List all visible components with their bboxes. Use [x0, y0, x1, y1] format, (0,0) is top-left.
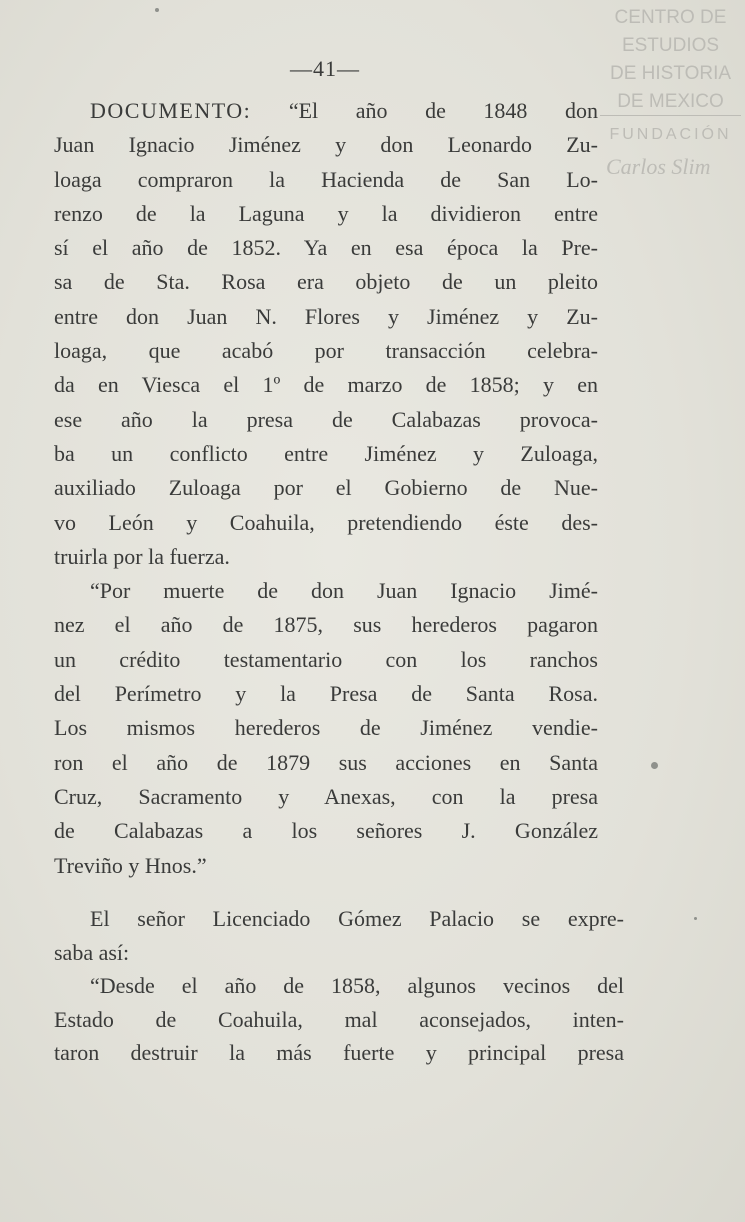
text-line: vo León y Coahuila, pretendiendo éste des- — [54, 509, 598, 535]
text-line: ese año la presa de Calabazas provoca- — [54, 406, 598, 432]
ink-speck — [694, 917, 697, 920]
text-line: renzo de la Laguna y la dividieron entre — [54, 200, 598, 226]
text-line: auxiliado Zuloaga por el Gobierno de Nue- — [54, 475, 598, 501]
text-line: ba un conflicto entre Jiménez y Zuloaga, — [54, 440, 598, 466]
text-line: ron el año de 1879 sus acciones en Santa — [54, 749, 598, 775]
text-line: saba así: — [54, 939, 130, 965]
ink-speck — [651, 762, 658, 769]
text-line: “Desde el año de 1858, algunos vecinos del — [90, 973, 624, 998]
text-line: da en Viesca el 1º de marzo de 1858; y en — [54, 372, 598, 398]
stamp-foundation: FUNDACIÓN — [609, 126, 732, 143]
text-line: “Por muerte de don Juan Ignacio Jimé- — [90, 578, 598, 604]
text-line: loaga, que acabó por transacción celebra- — [54, 338, 598, 364]
text-line: de Calabazas a los señores J. González — [54, 818, 598, 844]
text-line: Cruz, Sacramento y Anexas, con la presa — [54, 783, 598, 809]
text-line: loaga compraron la Hacienda de San Lo- — [54, 166, 598, 192]
text-line: Los mismos herederos de Jiménez vendie- — [54, 715, 598, 741]
document-quote — [54, 94, 598, 883]
text-line — [54, 94, 598, 128]
page-number: —41— — [290, 56, 360, 81]
text-line: El señor Licenciado Gómez Palacio se expre- — [90, 906, 624, 931]
stamp-line: ESTUDIOS — [621, 35, 720, 56]
text-line: Estado de Coahuila, mal aconsejados, inten- — [54, 1006, 624, 1032]
library-stamp — [596, 4, 745, 179]
stamp-signature: Carlos Slim — [606, 154, 711, 179]
stamp-line: DE HISTORIA — [609, 63, 732, 84]
text-line: un crédito testamentario con los ranchos — [54, 646, 598, 672]
body-text — [54, 902, 624, 1070]
stamp-line: DE MEXICO — [617, 91, 724, 112]
ink-speck — [155, 8, 159, 12]
text-line: nez el año de 1875, sus herederos pagaron — [54, 612, 598, 638]
text-line: Juan Ignacio Jiménez y don Leonardo Zu- — [54, 132, 598, 158]
text-line: truirla por la fuerza. — [54, 543, 230, 569]
text-line: sí el año de 1852. Ya en esa época la Pre- — [54, 235, 598, 261]
text-line: sa de Sta. Rosa era objeto de un pleito — [54, 269, 598, 295]
text-line: taron destruir la más fuerte y principal presa — [54, 1040, 624, 1065]
stamp-rule — [600, 115, 741, 116]
text-line: Treviño y Hnos.” — [54, 852, 207, 878]
text-fragment: “El año de 1848 don — [288, 98, 598, 123]
text-line: entre don Juan N. Flores y Jiménez y Zu- — [54, 303, 598, 329]
stamp-line: CENTRO DE — [614, 7, 727, 28]
text-line: del Perímetro y la Presa de Santa Rosa. — [54, 681, 598, 707]
document-lead: DOCUMENTO: — [90, 98, 252, 123]
